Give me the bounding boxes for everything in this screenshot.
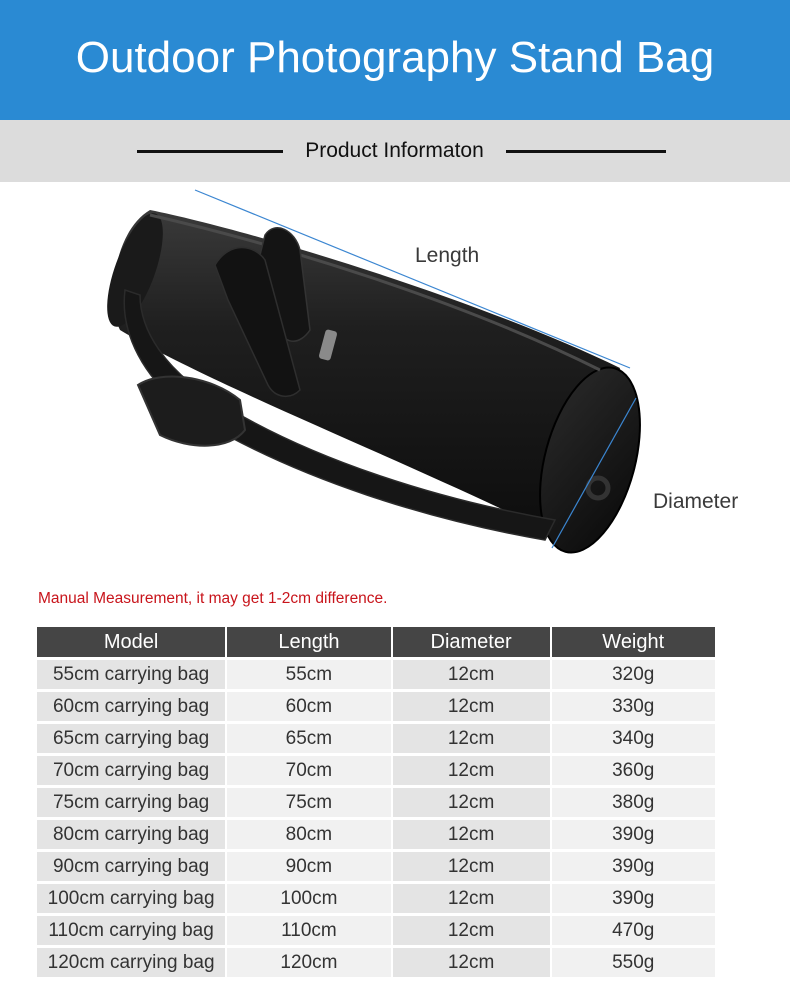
measurement-note: Manual Measurement, it may get 1-2cm difference. [38, 590, 388, 607]
cell-diameter: 12cm [391, 916, 550, 945]
cell-diameter: 12cm [391, 724, 550, 753]
cell-model: 80cm carrying bag [37, 820, 225, 849]
cell-diameter: 12cm [391, 788, 550, 817]
cell-diameter: 12cm [391, 884, 550, 913]
cell-diameter: 12cm [391, 756, 550, 785]
cell-diameter: 12cm [391, 692, 550, 721]
cell-length: 90cm [225, 852, 390, 881]
cell-length: 100cm [225, 884, 390, 913]
cell-length: 55cm [225, 660, 390, 689]
table-row [37, 660, 715, 689]
cell-diameter: 12cm [391, 820, 550, 849]
cell-weight: 470g [550, 916, 716, 945]
table-row [37, 884, 715, 913]
divider-right [506, 150, 666, 153]
cell-weight: 390g [550, 820, 716, 849]
column-header-length: Length [225, 627, 390, 657]
cell-weight: 390g [550, 884, 716, 913]
cell-model: 120cm carrying bag [37, 948, 225, 977]
diameter-label: Diameter [653, 490, 739, 513]
cell-weight: 330g [550, 692, 716, 721]
cell-model: 90cm carrying bag [37, 852, 225, 881]
title-banner [0, 0, 790, 120]
cell-weight: 550g [550, 948, 716, 977]
cell-length: 110cm [225, 916, 390, 945]
cell-diameter: 12cm [391, 852, 550, 881]
cell-diameter: 12cm [391, 660, 550, 689]
length-label: Length [415, 244, 480, 267]
page-title: Outdoor Photography Stand Bag [75, 33, 715, 82]
cell-length: 60cm [225, 692, 390, 721]
column-header-weight: Weight [550, 627, 716, 657]
cell-model: 100cm carrying bag [37, 884, 225, 913]
column-header-diameter: Diameter [391, 627, 550, 657]
cell-weight: 380g [550, 788, 716, 817]
cell-length: 75cm [225, 788, 390, 817]
bag-photo [0, 182, 790, 582]
table-row [37, 724, 715, 753]
table-header-row [37, 627, 715, 657]
cell-weight: 360g [550, 756, 716, 785]
cell-model: 65cm carrying bag [37, 724, 225, 753]
table-row [37, 916, 715, 945]
cell-length: 65cm [225, 724, 390, 753]
cell-model: 55cm carrying bag [37, 660, 225, 689]
table-row [37, 756, 715, 785]
cell-diameter: 12cm [391, 948, 550, 977]
spec-table [37, 624, 715, 980]
divider-left [137, 150, 283, 153]
cell-model: 70cm carrying bag [37, 756, 225, 785]
cell-weight: 340g [550, 724, 716, 753]
cell-model: 110cm carrying bag [37, 916, 225, 945]
cell-weight: 320g [550, 660, 716, 689]
table-row [37, 692, 715, 721]
table-row [37, 820, 715, 849]
cell-length: 80cm [225, 820, 390, 849]
column-header-model: Model [37, 627, 225, 657]
cell-model: 60cm carrying bag [37, 692, 225, 721]
cell-length: 120cm [225, 948, 390, 977]
shoulder-pad [138, 377, 245, 446]
cell-length: 70cm [225, 756, 390, 785]
cell-weight: 390g [550, 852, 716, 881]
cell-model: 75cm carrying bag [37, 788, 225, 817]
table-row [37, 852, 715, 881]
section-title: Product Informaton [305, 139, 484, 162]
table-row [37, 948, 715, 977]
table-row [37, 788, 715, 817]
